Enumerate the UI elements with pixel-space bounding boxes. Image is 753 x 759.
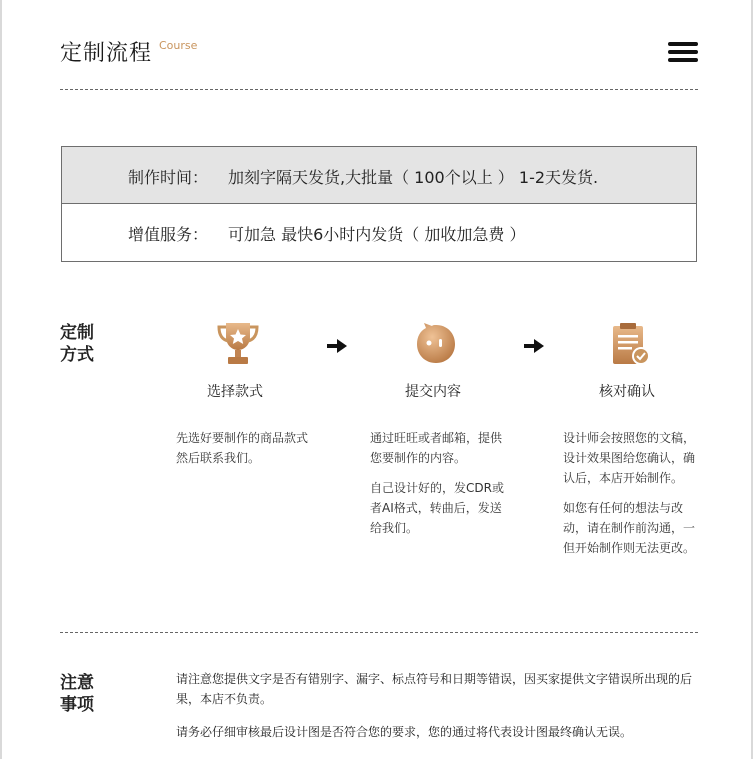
method-heading-line1: 定制 — [60, 323, 94, 343]
method-heading — [60, 322, 94, 366]
clipboard-check-icon — [609, 321, 653, 367]
info-row-value-added-service — [62, 204, 696, 261]
left-frame-border — [0, 0, 2, 759]
info-label: 制作时间： — [128, 168, 209, 187]
trophy-icon — [216, 321, 260, 367]
info-value: 可加急 最快6小时内发货（ 加收加急费 ） — [228, 225, 526, 244]
arrow-right-icon — [327, 338, 347, 352]
step-description — [176, 428, 316, 478]
step-title: 核对确认 — [599, 384, 655, 400]
step-title: 选择款式 — [207, 384, 263, 400]
page-title: 定制流程 — [60, 41, 153, 66]
step-paragraph: 设计师会按照您的文稿，设计效果图给您确认，确认后，本店开始制作。 — [563, 431, 696, 485]
notes-heading — [60, 672, 94, 716]
step-description — [563, 428, 703, 568]
step-paragraph: 如您有任何的想法与改动，请在制作前沟通，一但开始制作则无法更改。 — [563, 501, 696, 555]
step-title: 提交内容 — [405, 384, 461, 400]
divider-top — [60, 89, 698, 90]
arrow-right-icon — [524, 338, 544, 352]
chat-bubble-icon — [414, 321, 458, 367]
method-heading-line2: 方式 — [60, 345, 94, 365]
notes-heading-line2: 事项 — [60, 695, 94, 715]
info-row-production-time — [62, 147, 696, 204]
info-table — [61, 146, 697, 262]
notes-paragraph: 请务必仔细审核最后设计图是否符合您的要求，您的通过将代表设计图最终确认无误。 — [176, 725, 633, 739]
step-paragraph: 先选好要制作的商品款式然后联系我们。 — [176, 431, 309, 465]
notes-heading-line1: 注意 — [60, 673, 94, 693]
info-value: 加刻字隔天发货,大批量（ 100个以上 ） 1-2天发货. — [228, 168, 599, 187]
notes-paragraph: 请注意您提供文字是否有错别字、漏字、标点符号和日期等错误，因买家提供文字错误所出现的后果，本店不负责。 — [176, 672, 693, 706]
divider-bottom — [60, 632, 698, 633]
info-label: 增值服务： — [128, 225, 209, 244]
page-subtitle: Course — [159, 39, 198, 52]
step-paragraph: 自己设计好的，发CDR或者AI格式，转曲后，发送给我们。 — [370, 481, 504, 535]
hamburger-menu-icon[interactable] — [668, 42, 698, 62]
header — [60, 36, 700, 72]
step-paragraph: 通过旺旺或者邮箱，提供您要制作的内容。 — [370, 431, 503, 465]
step-description — [370, 428, 510, 548]
